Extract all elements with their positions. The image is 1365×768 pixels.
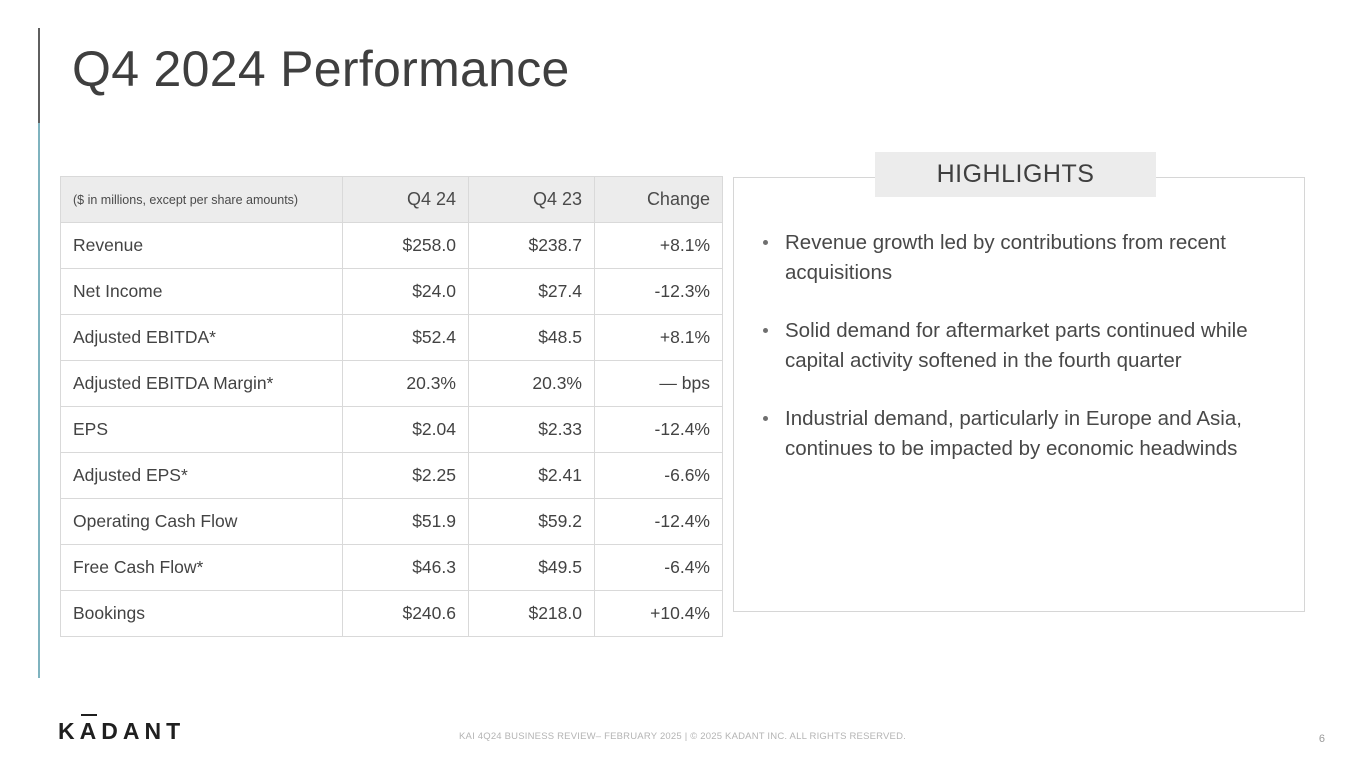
bullet-dot-icon <box>763 328 768 333</box>
row-change: -6.4% <box>595 545 723 591</box>
table-row <box>61 407 723 453</box>
row-change: -12.4% <box>595 407 723 453</box>
row-label: Adjusted EBITDA Margin* <box>61 361 343 407</box>
row-q4-23: $2.41 <box>469 453 595 499</box>
bullet-text: Industrial demand, particularly in Europe and Asia, continues to be impacted by economic headwinds <box>785 407 1242 460</box>
table-header-row <box>61 177 723 223</box>
row-label: EPS <box>61 407 343 453</box>
row-label: Adjusted EPS* <box>61 453 343 499</box>
list-item <box>757 404 1287 464</box>
bullet-dot-icon <box>763 416 768 421</box>
table-row <box>61 223 723 269</box>
table-header-change: Change <box>595 177 723 223</box>
table-header-q4-23: Q4 23 <box>469 177 595 223</box>
row-q4-23: $49.5 <box>469 545 595 591</box>
row-q4-23: $2.33 <box>469 407 595 453</box>
row-q4-23: $48.5 <box>469 315 595 361</box>
row-q4-24: $46.3 <box>343 545 469 591</box>
left-accent-rule <box>38 28 40 678</box>
table-header-units: ($ in millions, except per share amounts) <box>61 177 343 223</box>
row-change: -6.6% <box>595 453 723 499</box>
highlights-title: HIGHLIGHTS <box>875 152 1156 197</box>
table-row <box>61 591 723 637</box>
table-row <box>61 545 723 591</box>
row-label: Revenue <box>61 223 343 269</box>
row-change: -12.4% <box>595 499 723 545</box>
row-q4-24: $2.04 <box>343 407 469 453</box>
row-q4-24: $24.0 <box>343 269 469 315</box>
row-label: Operating Cash Flow <box>61 499 343 545</box>
table-header-q4-24: Q4 24 <box>343 177 469 223</box>
table-row <box>61 499 723 545</box>
row-q4-24: $52.4 <box>343 315 469 361</box>
row-q4-23: $27.4 <box>469 269 595 315</box>
kadant-logo: KADANT <box>58 718 186 744</box>
row-q4-24: $51.9 <box>343 499 469 545</box>
row-q4-23: $218.0 <box>469 591 595 637</box>
bullet-text: Revenue growth led by contributions from recent acquisitions <box>785 231 1226 284</box>
row-q4-23: $59.2 <box>469 499 595 545</box>
row-label: Bookings <box>61 591 343 637</box>
row-label: Free Cash Flow* <box>61 545 343 591</box>
table-row <box>61 269 723 315</box>
row-change: +10.4% <box>595 591 723 637</box>
row-q4-24: $258.0 <box>343 223 469 269</box>
list-item <box>757 316 1287 376</box>
bullet-text: Solid demand for aftermarket parts continued while capital activity softened in the fourth quarter <box>785 319 1248 372</box>
row-change: — bps <box>595 361 723 407</box>
highlights-bullet-list <box>757 228 1287 492</box>
bullet-dot-icon <box>763 240 768 245</box>
row-q4-23: 20.3% <box>469 361 595 407</box>
footer-copyright: KAI 4Q24 BUSINESS REVIEW– FEBRUARY 2025 | © 2025 KADANT INC. ALL RIGHTS RESERVED. <box>459 731 906 742</box>
row-change: +8.1% <box>595 223 723 269</box>
page-title: Q4 2024 Performance <box>72 41 570 97</box>
financial-table <box>60 176 722 637</box>
row-change: -12.3% <box>595 269 723 315</box>
row-change: +8.1% <box>595 315 723 361</box>
row-q4-24: $240.6 <box>343 591 469 637</box>
row-label: Net Income <box>61 269 343 315</box>
row-label: Adjusted EBITDA* <box>61 315 343 361</box>
table-row <box>61 361 723 407</box>
row-q4-23: $238.7 <box>469 223 595 269</box>
row-q4-24: 20.3% <box>343 361 469 407</box>
table-row <box>61 315 723 361</box>
page-number: 6 <box>1318 733 1325 745</box>
table-row <box>61 453 723 499</box>
list-item <box>757 228 1287 288</box>
row-q4-24: $2.25 <box>343 453 469 499</box>
